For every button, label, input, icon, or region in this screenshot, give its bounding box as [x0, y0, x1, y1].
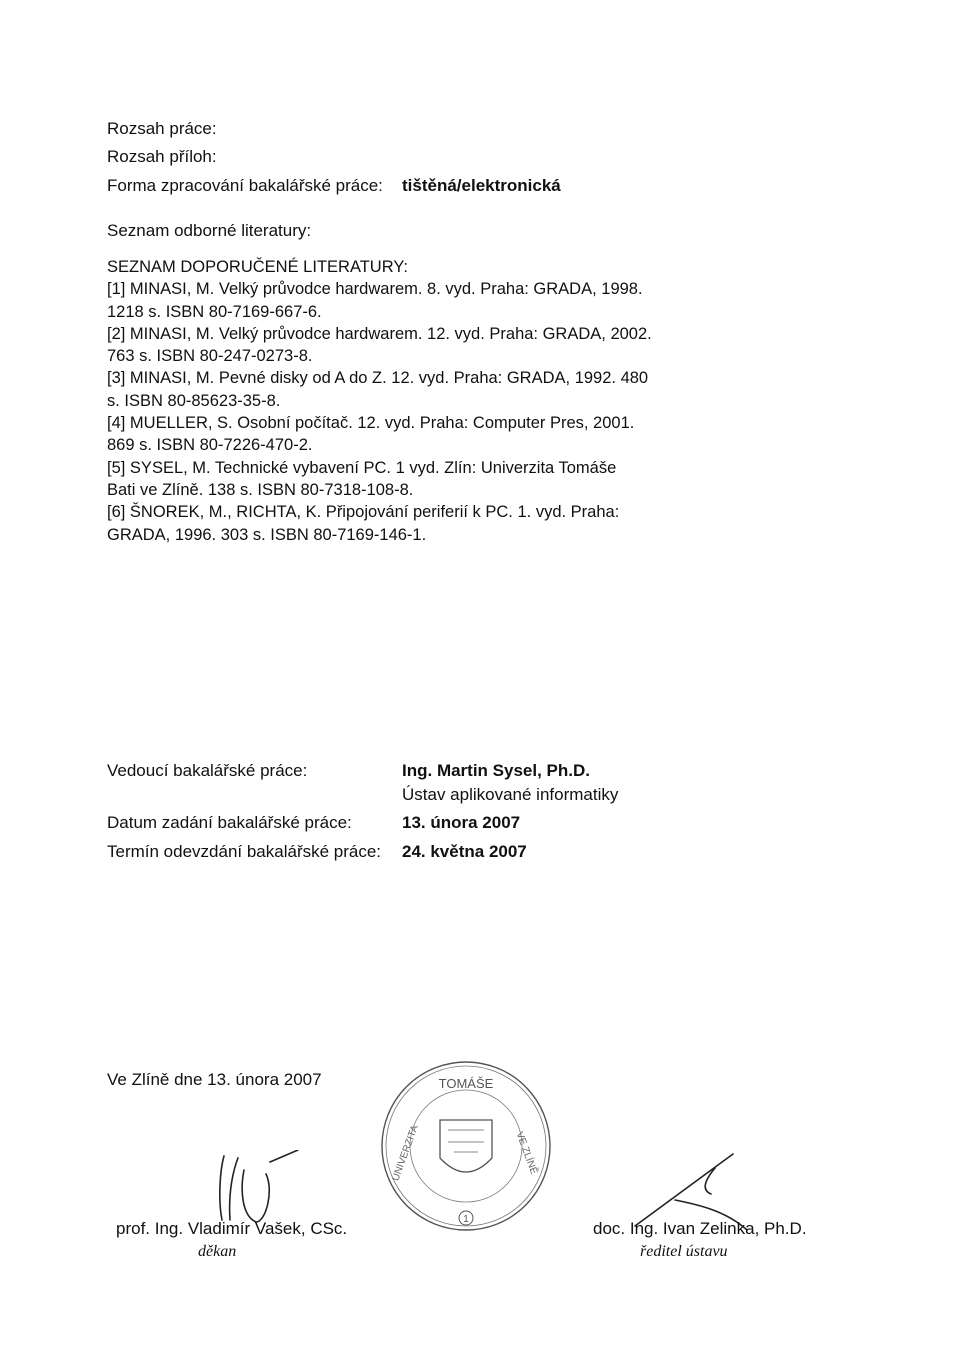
literature-line: [4] MUELLER, S. Osobní počítač. 12. vyd. Praha: Computer Pres, 2001.: [107, 414, 635, 433]
rozsah-prace-label: Rozsah práce:: [107, 119, 217, 138]
literature-line: [3] MINASI, M. Pevné disky od A do Z. 12. vyd. Praha: GRADA, 1992. 480: [107, 369, 649, 388]
literature-heading: SEZNAM DOPORUČENÉ LITERATURY:: [107, 258, 409, 276]
literature-line: GRADA, 1996. 303 s. ISBN 80-7169-146-1.: [107, 525, 427, 544]
literature-line: [6] ŠNOREK, M., RICHTA, K. Připojování periferií k PC. 1. vyd. Praha:: [107, 503, 620, 522]
place-date: Ve Zlíně dne 13. února 2007: [107, 1070, 322, 1089]
svg-text:1: 1: [463, 1214, 469, 1225]
literature-list: [107, 256, 652, 546]
odevzdani-value: 24. května 2007: [402, 842, 527, 861]
literature-line: 763 s. ISBN 80-247-0273-8.: [107, 347, 313, 366]
supervisor-label: Vedoucí bakalářské práce:: [107, 761, 308, 780]
supervisor-name: Ing. Martin Sysel, Ph.D.: [402, 761, 590, 780]
literature-line: s. ISBN 80-85623-35-8.: [107, 391, 281, 410]
zadani-label: Datum zadání bakalářské práce:: [107, 813, 352, 832]
seznam-label: Seznam odborné literatury:: [107, 221, 312, 240]
dean-role: děkan: [198, 1243, 237, 1260]
forma-label: Forma zpracování bakalářské práce:: [107, 176, 383, 195]
odevzdani-label: Termín odevzdání bakalářské práce:: [107, 842, 382, 861]
literature-line: 1218 s. ISBN 80-7169-667-6.: [107, 302, 322, 321]
svg-text:VE ZLÍNĚ: VE ZLÍNĚ: [513, 1130, 540, 1176]
director-name: doc. Ing. Ivan Zelinka, Ph.D.: [593, 1219, 807, 1238]
forma-value: tištěná/elektronická: [402, 176, 561, 195]
university-seal-stamp: [378, 1058, 554, 1234]
literature-line: 869 s. ISBN 80-7226-470-2.: [107, 436, 313, 455]
dean-name: prof. Ing. Vladimír Vašek, CSc.: [116, 1219, 348, 1238]
literature-line: [1] MINASI, M. Velký průvodce hardwarem. 8. vyd. Praha: GRADA, 1998.: [107, 280, 643, 299]
rozsah-priloh-label: Rozsah příloh:: [107, 147, 217, 166]
literature-line: [2] MINASI, M. Velký průvodce hardwarem. 12. vyd. Praha: GRADA, 2002.: [107, 324, 652, 343]
literature-line: [5] SYSEL, M. Technické vybavení PC. 1 vyd. Zlín: Univerzita Tomáše: [107, 458, 617, 477]
literature-line: Bati ve Zlíně. 138 s. ISBN 80-7318-108-8.: [107, 480, 414, 499]
director-role: ředitel ústavu: [640, 1243, 728, 1260]
zadani-value: 13. února 2007: [402, 813, 521, 832]
svg-text:TOMÁŠE: TOMÁŠE: [438, 1076, 494, 1091]
svg-text:UNIVERZITA: UNIVERZITA: [390, 1123, 421, 1183]
supervisor-department: Ústav aplikované informatiky: [402, 785, 619, 804]
